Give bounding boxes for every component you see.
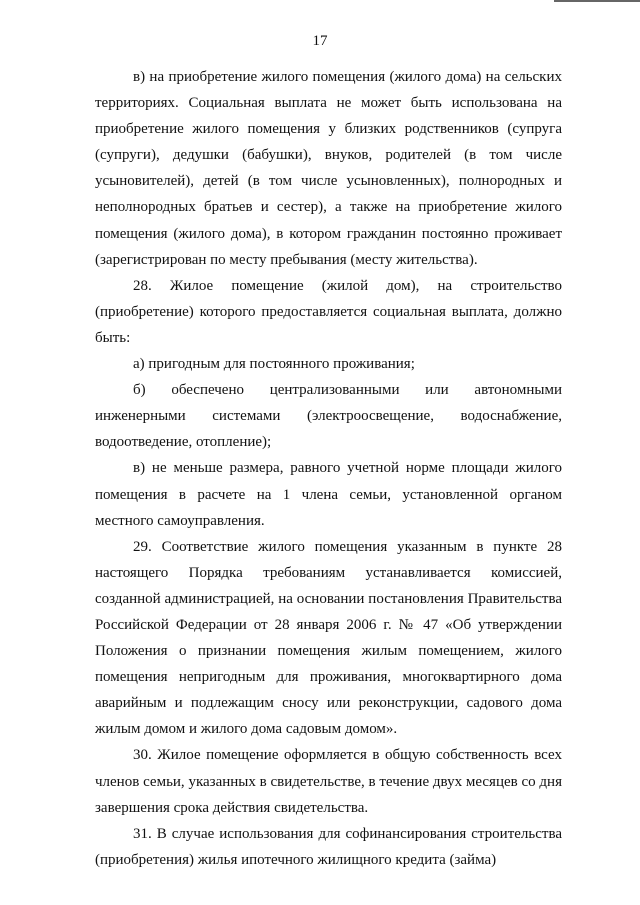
page-number: 17: [312, 33, 328, 49]
paragraph-28v-area-norm: в) не меньше размера, равного учетной норме площади жилого помещения в расчете на 1 члена семьи, установленной органом местного самоуправления.: [95, 460, 562, 529]
paragraph-29-commission: 29. Соответствие жилого помещения указанным в пункте 28 настоящего Порядка требованиям устанавливается комиссией, созданной администрацией, на основании постановления Правительства Российской Федерации от 28 января 2006 г. № 47 «Об утверждении Положения о признании помещения жилым помещением, жилого помещения непригодным для проживания, многоквартирного дома аварийным и подлежащим сносу или реконструкции, садового дома жилым домом и жилого дома садовым домом».: [95, 538, 562, 738]
paragraph-31-mortgage: 31. В случае использования для софинансирования строительства (приобретения) жилья ипотечного жилищного кредита (займа): [95, 825, 562, 868]
top-edge-rule: [554, 0, 640, 2]
document-body: [95, 64, 562, 873]
paragraph-28b-utilities: б) обеспечено централизованными или автономными инженерными системами (электроосвещение, водоснабжение, водоотведение, отопление);: [95, 382, 562, 451]
paragraph-30-ownership: 30. Жилое помещение оформляется в общую собственность всех членов семьи, указанных в свидетельстве, в течение двух месяцев со дня завершения срока действия свидетельства.: [95, 747, 562, 816]
paragraph-27v-rural-purchase: в) на приобретение жилого помещения (жилого дома) на сельских территориях. Социальная выплата не может быть использована на приобретение жилого помещения у близких родственников (супруга (супруги), дедушки (бабушки), внуков, родителей (в том числе усыновителей), детей (в том числе усыновленных), полнородных и неполнородных братьев и сестер), а также на приобретение жилого помещения (жилого дома), в котором гражданин постоянно проживает (зарегистрирован по месту пребывания (месту жительства).: [95, 69, 562, 268]
paragraph-28a-habitable: а) пригодным для постоянного проживания;: [133, 356, 415, 373]
paragraph-28-requirements: 28. Жилое помещение (жилой дом), на строительство (приобретение) которого предоставляется социальная выплата, должно быть:: [95, 277, 562, 346]
